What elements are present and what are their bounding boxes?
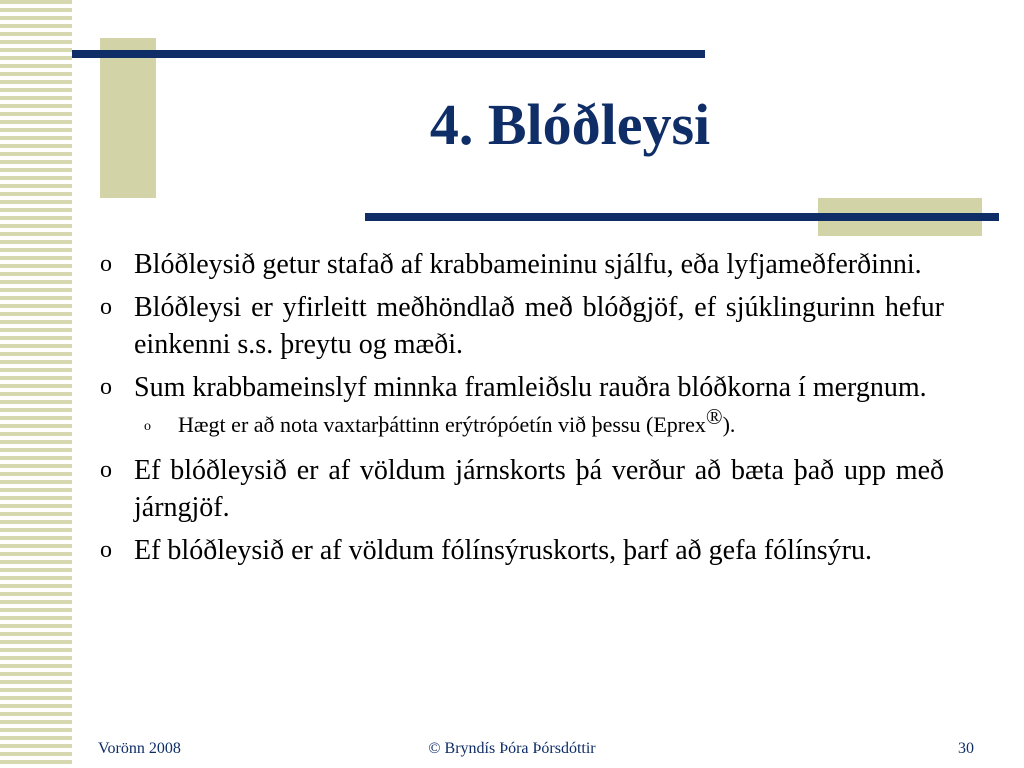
bullet-item xyxy=(92,452,944,526)
footer-page-number: 30 xyxy=(958,740,974,757)
bullet-item xyxy=(92,246,944,283)
bullet-marker: o xyxy=(100,294,112,320)
bullet-item xyxy=(92,369,944,406)
bullet-marker: o xyxy=(100,537,112,563)
registered-symbol: ® xyxy=(705,404,723,429)
bullet-text: Blóðleysið getur stafað af krabbameininu sjálfu, eða lyfjameðferðinni. xyxy=(134,249,922,280)
slide-title: 4. Blóðleysi xyxy=(429,92,711,157)
bullet-marker: o xyxy=(100,457,112,483)
bullet-text: Blóðleysi er yfirleitt meðhöndlað með blóðgjöf, ef sjúklingurinn hefur einkenni s.s. þreytu og mæði. xyxy=(134,292,944,360)
bullet-marker: o xyxy=(100,251,112,277)
bullet-item xyxy=(92,289,944,363)
slide-content xyxy=(92,246,944,575)
bullet-marker: o xyxy=(100,374,112,400)
sub-bullet-text-after: ). xyxy=(722,412,736,437)
sub-bullet-marker: o xyxy=(144,419,151,434)
bullet-text: Ef blóðleysið er af völdum járnskorts þá verður að bæta það upp með járngjöf. xyxy=(134,455,944,523)
decor-square-top xyxy=(100,38,156,198)
left-stripe-decoration xyxy=(0,0,72,768)
bullet-item xyxy=(92,532,944,569)
bullet-text: Ef blóðleysið er af völdum fólínsýruskorts, þarf að gefa fólínsýru. xyxy=(134,535,872,566)
footer-date: Vorönn 2008 xyxy=(98,740,181,757)
bullet-text: Sum krabbameinslyf minnka framleiðslu rauðra blóðkorna í mergnum. xyxy=(134,372,927,403)
decor-line-top xyxy=(72,50,705,58)
decor-line-bottom xyxy=(365,213,999,221)
sub-bullet-text-before: Hægt er að nota vaxtarþáttinn erýtrópóetín við þessu (Eprex xyxy=(178,412,706,437)
footer-author: © Bryndís Þóra Þórsdóttir xyxy=(428,740,596,757)
sub-bullet-item xyxy=(92,404,944,440)
